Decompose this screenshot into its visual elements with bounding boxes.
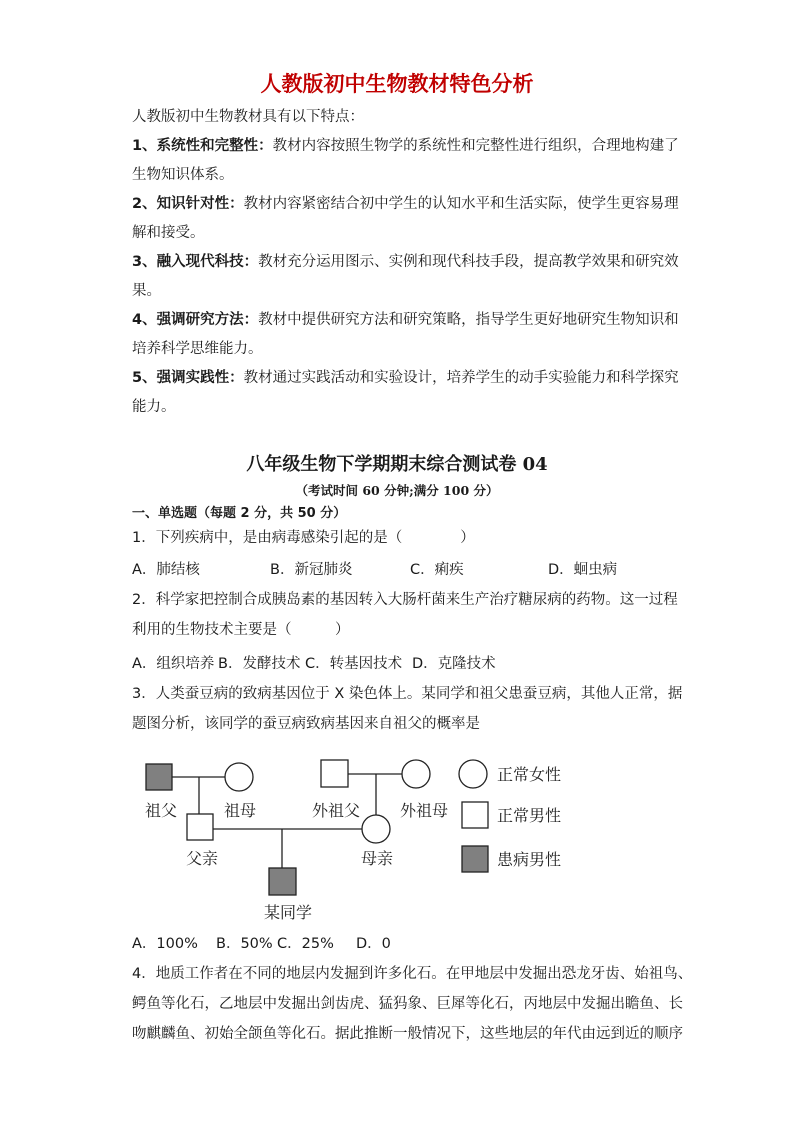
question-3-stem: 3．人类蚕豆病的致病基因位于 X 染色体上。某同学和祖父患蚕豆病，其他人正常，据: [132, 686, 683, 702]
feature-3: [132, 252, 679, 272]
feature-label: 3、融入现代科技：: [132, 254, 259, 270]
q1-option-d[interactable]: D．蛔虫病: [548, 562, 618, 578]
feature-label: 1、系统性和完整性：: [132, 138, 273, 154]
maternal-grandmother-symbol: [402, 760, 430, 788]
feature-label: 2、知识针对性：: [132, 196, 244, 212]
grandfather-symbol: [146, 764, 172, 790]
q3-option-d[interactable]: D．0: [356, 936, 391, 952]
label-grandfather: 祖父: [145, 801, 178, 820]
exam-subtitle: （考试时间 60 分钟;满分 100 分）: [295, 483, 499, 498]
legend-normal-female: 正常女性: [497, 765, 562, 784]
feature-4: [132, 310, 679, 330]
grandmother-symbol: [225, 763, 253, 791]
q1-option-c[interactable]: C．痢疾: [410, 562, 464, 578]
legend-normal-male-symbol: [462, 802, 488, 828]
legend-affected-male-symbol: [462, 846, 488, 872]
label-father: 父亲: [186, 849, 219, 868]
feature-2-cont: 解和接受。: [132, 225, 205, 241]
legend-affected-male: 患病男性: [497, 850, 562, 869]
question-2-stem-cont: 利用的生物技术主要是（ ）: [132, 622, 350, 638]
label-maternal-grandfather: 外祖父: [312, 801, 361, 820]
question-2-stem: 2．科学家把控制合成胰岛素的基因转入大肠杆菌来生产治疗糖尿病的药物。这一过程: [132, 592, 678, 608]
feature-text: 教材内容紧密结合初中学生的认知水平和生活实际，使学生更容易理: [243, 196, 679, 212]
exam-title: 八年级生物下学期期末综合测试卷 04: [246, 454, 548, 475]
question-4-stem-cont-2: 吻麒麟鱼、初始全颌鱼等化石。据此推断一般情况下，这些地层的年代由远到近的顺序: [132, 1026, 683, 1042]
maternal-grandfather-symbol: [321, 760, 348, 787]
feature-label: 4、强调研究方法：: [132, 312, 259, 328]
question-4-stem-cont-1: 鳄鱼等化石，乙地层中发掘出剑齿虎、猛犸象、巨犀等化石，丙地层中发掘出瞻鱼、长: [132, 996, 683, 1012]
q3-option-c[interactable]: C．25%: [277, 936, 334, 952]
mother-symbol: [362, 815, 390, 843]
intro-text: 人教版初中生物教材具有以下特点：: [132, 109, 364, 125]
pedigree-diagram: [140, 752, 580, 927]
feature-5: [132, 368, 679, 388]
feature-3-cont: 果。: [132, 283, 161, 299]
feature-2: [132, 194, 679, 214]
section-heading: 一、单选题（每题 2 分，共 50 分）: [132, 506, 347, 521]
feature-text: 教材通过实践活动和实验设计，培养学生的动手实验能力和科学探究: [243, 370, 679, 386]
q1-option-b[interactable]: B．新冠肺炎: [270, 562, 353, 578]
q2-option-d[interactable]: D．克隆技术: [412, 656, 496, 672]
q3-option-a[interactable]: A．100%: [132, 936, 198, 952]
q2-option-a[interactable]: A．组织培养: [132, 656, 215, 672]
legend-normal-female-symbol: [459, 760, 487, 788]
feature-1: [132, 136, 679, 156]
label-grandmother: 祖母: [224, 801, 257, 820]
student-symbol: [269, 868, 296, 895]
page-title: 人教版初中生物教材特色分析: [260, 72, 534, 96]
father-symbol: [187, 814, 213, 840]
question-4-stem: 4．地质工作者在不同的地层内发掘到许多化石。在甲地层中发掘出恐龙牙齿、始祖鸟、: [132, 966, 693, 982]
q3-option-b[interactable]: B．50%: [216, 936, 273, 952]
feature-5-cont: 能力。: [132, 399, 176, 415]
question-1-stem: 1．下列疾病中，是由病毒感染引起的是（ ）: [132, 530, 475, 546]
question-3-stem-cont: 题图分析，该同学的蚕豆病致病基因来自祖父的概率是: [132, 716, 480, 732]
q1-option-a[interactable]: A．肺结核: [132, 562, 200, 578]
feature-text: 教材内容按照生物学的系统性和完整性进行组织，合理地构建了: [272, 138, 679, 154]
q2-option-b[interactable]: B．发酵技术: [218, 656, 301, 672]
feature-1-cont: 生物知识体系。: [132, 167, 234, 183]
label-mother: 母亲: [361, 849, 394, 868]
label-maternal-grandmother: 外祖母: [400, 801, 449, 820]
feature-text: 教材充分运用图示、实例和现代科技手段，提高教学效果和研究效: [258, 254, 679, 270]
feature-text: 教材中提供研究方法和研究策略，指导学生更好地研究生物知识和: [258, 312, 679, 328]
feature-4-cont: 培养科学思维能力。: [132, 341, 263, 357]
q2-option-c[interactable]: C．转基因技术: [305, 656, 403, 672]
legend-normal-male: 正常男性: [497, 806, 562, 825]
label-student: 某同学: [264, 903, 313, 922]
feature-label: 5、强调实践性：: [132, 370, 244, 386]
